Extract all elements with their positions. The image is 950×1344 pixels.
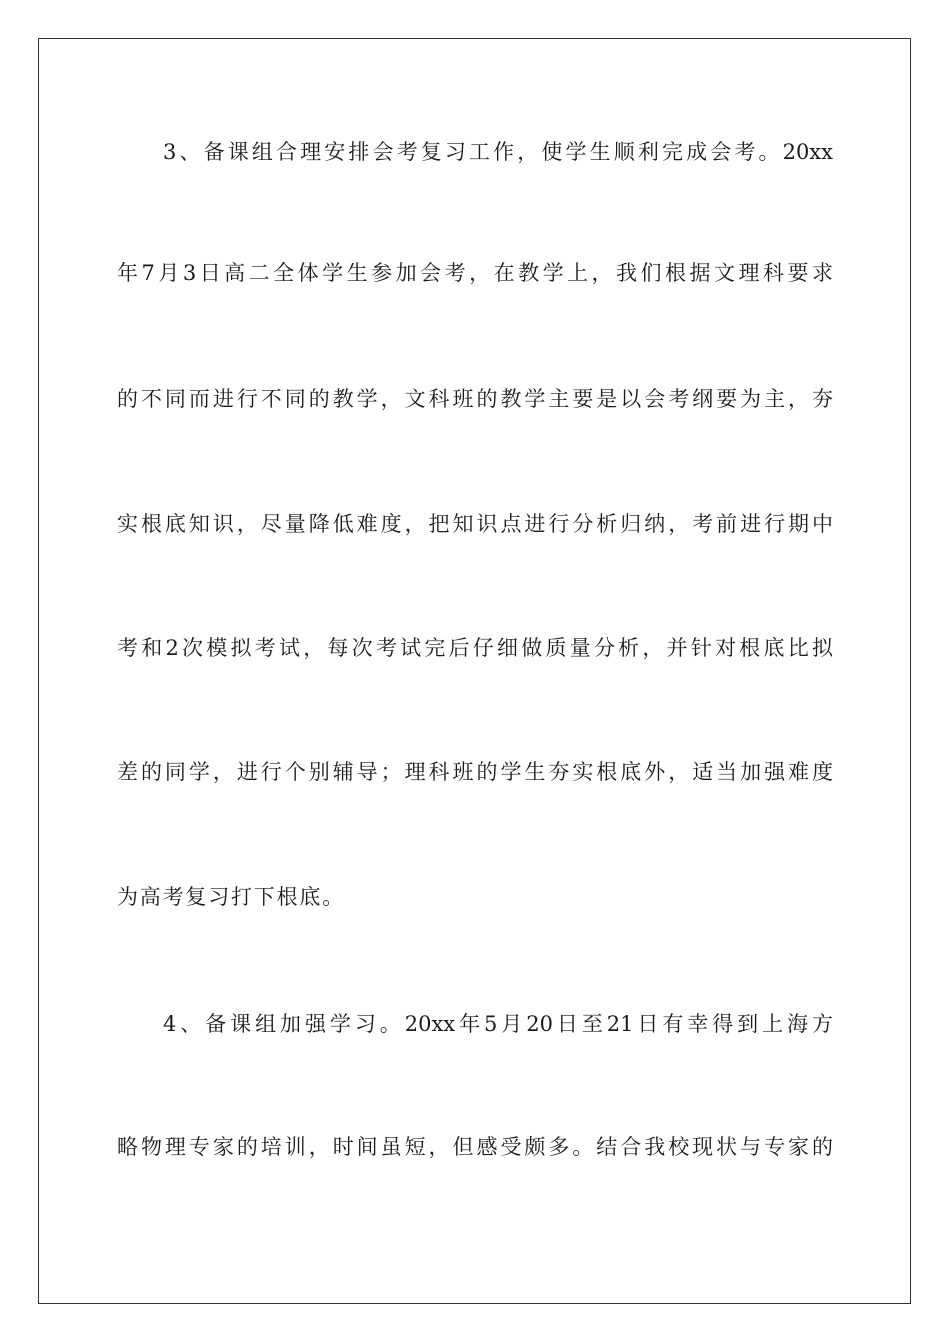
paragraph-3-line-4: 实根底知识，尽量降低难度，把知识点进行分析归纳，考前进行期中 [117, 512, 833, 536]
paragraph-3-line-3: 的不同而进行不同的教学，文科班的教学主要是以会考纲要为主，夯 [117, 387, 833, 411]
page-border [38, 38, 911, 1304]
paragraph-3-line-2: 年7月3日高二全体学生参加会考，在教学上，我们根据文理科要求 [117, 261, 833, 285]
paragraph-3-line-7: 为高考复习打下根底。 [117, 885, 345, 909]
paragraph-4-line-2: 略物理专家的培训，时间虽短，但感受颇多。结合我校现状与专家的 [117, 1135, 833, 1159]
paragraph-4-line-1: 4、备课组加强学习。20xx年5月20日至21日有幸得到上海方 [163, 1012, 833, 1036]
paragraph-3-line-1: 3、备课组合理安排会考复习工作，使学生顺利完成会考。20xx [163, 140, 833, 164]
paragraph-3-line-5: 考和2次模拟考试，每次考试完后仔细做质量分析，并针对根底比拟 [117, 636, 833, 660]
paragraph-3-line-6: 差的同学，进行个别辅导；理科班的学生夯实根底外，适当加强难度 [117, 760, 833, 784]
